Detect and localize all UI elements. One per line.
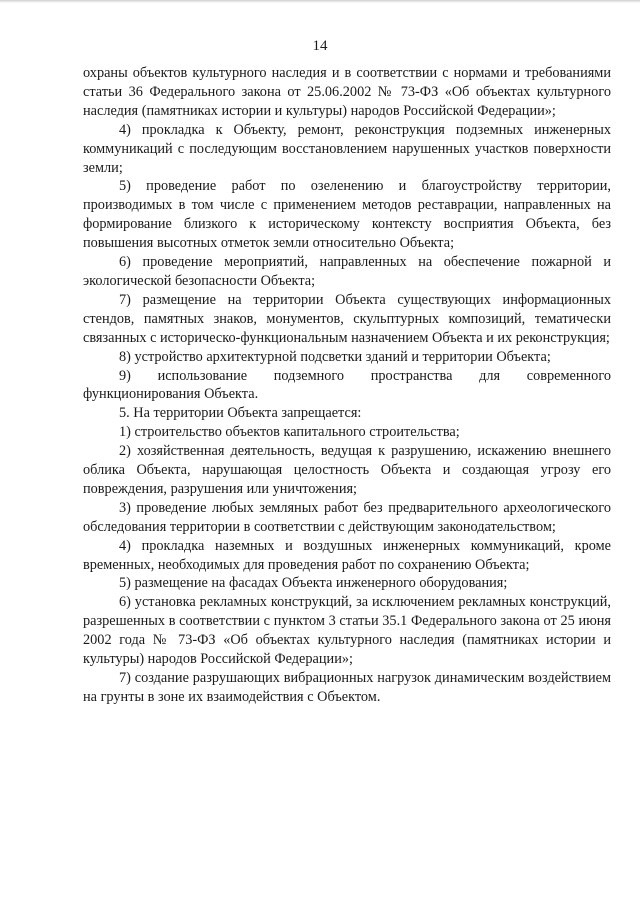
scan-top-edge — [0, 0, 640, 3]
prohibited-item-6: 6) установка рекламных конструкций, за исключением рекламных конструкций, разрешенных в соответствии с пунктом 3 статьи 35.1 Федерального закона от 25 июня 2002 года № 73-ФЗ «Об объектах культурного наследия (памятниках истории и культуры) народов Российской Федерации»; — [83, 594, 611, 668]
prohibited-item-4: 4) прокладка наземных и воздушных инженерных коммуникаций, кроме временных, необходимых для проведения работ по сохранению Объекта; — [83, 537, 611, 573]
list-item-6-safety: 6) проведение мероприятий, направленных на обеспечение пожарной и экологической безопасности Объекта; — [83, 254, 611, 289]
section-5-heading: 5. На территории Объекта запрещается: — [119, 405, 362, 422]
list-item-4-utilities: 4) прокладка к Объекту, ремонт, реконструкция подземных инженерных коммуникаций с последующим восстановлением нарушенных участков поверхности земли; — [83, 121, 611, 176]
document-body — [83, 64, 611, 707]
prohibited-item-1: 1) строительство объектов капитального строительства; — [119, 424, 460, 441]
list-item-8-lighting: 8) устройство архитектурной подсветки зданий и территории Объекта; — [119, 348, 551, 365]
prohibited-item-7: 7) создание разрушающих вибрационных нагрузок динамическим воздействием на грунты в зоне их взаимодействия с Объектом. — [83, 670, 611, 705]
list-item-7-stands: 7) размещение на территории Объекта существующих информационных стендов, памятных знаков, монументов, скульптурных композиций, тематически связанных с историческо-функциональным назначением Объекта и их реконструкция; — [83, 291, 611, 346]
page-number: 14 — [312, 38, 328, 54]
prohibited-item-3: 3) проведение любых земляных работ без предварительного археологического обследования территории в соответствии с действующим законодательством; — [83, 499, 611, 535]
paragraph-continuation: охраны объектов культурного наследия и в соответствии с нормами и требованиями статьи 36 Федерального закона от 25.06.2002 № 73-ФЗ «Об объектах культурного наследия (памятниках истории и культуры) народов Российской Федерации»; — [83, 65, 611, 119]
list-item-5-landscaping: 5) проведение работ по озеленению и благоустройству территории, производимых в том числе с применением методов реставрации, направленных на формирование близкого к историческому контексту восприятия Объекта, без повышения высотных отметок земли относительно Объекта; — [83, 178, 611, 252]
prohibited-item-2: 2) хозяйственная деятельность, ведущая к разрушению, искажению внешнего облика Объекта, нарушающая целостность Объекта и создающая угрозу его повреждения, разрушения или уничтожения; — [83, 443, 611, 497]
list-item-9-underground: 9) использование подземного пространства для современного функционирования Объекта. — [83, 367, 611, 403]
prohibited-item-5: 5) размещение на фасадах Объекта инженерного оборудования; — [119, 575, 508, 592]
